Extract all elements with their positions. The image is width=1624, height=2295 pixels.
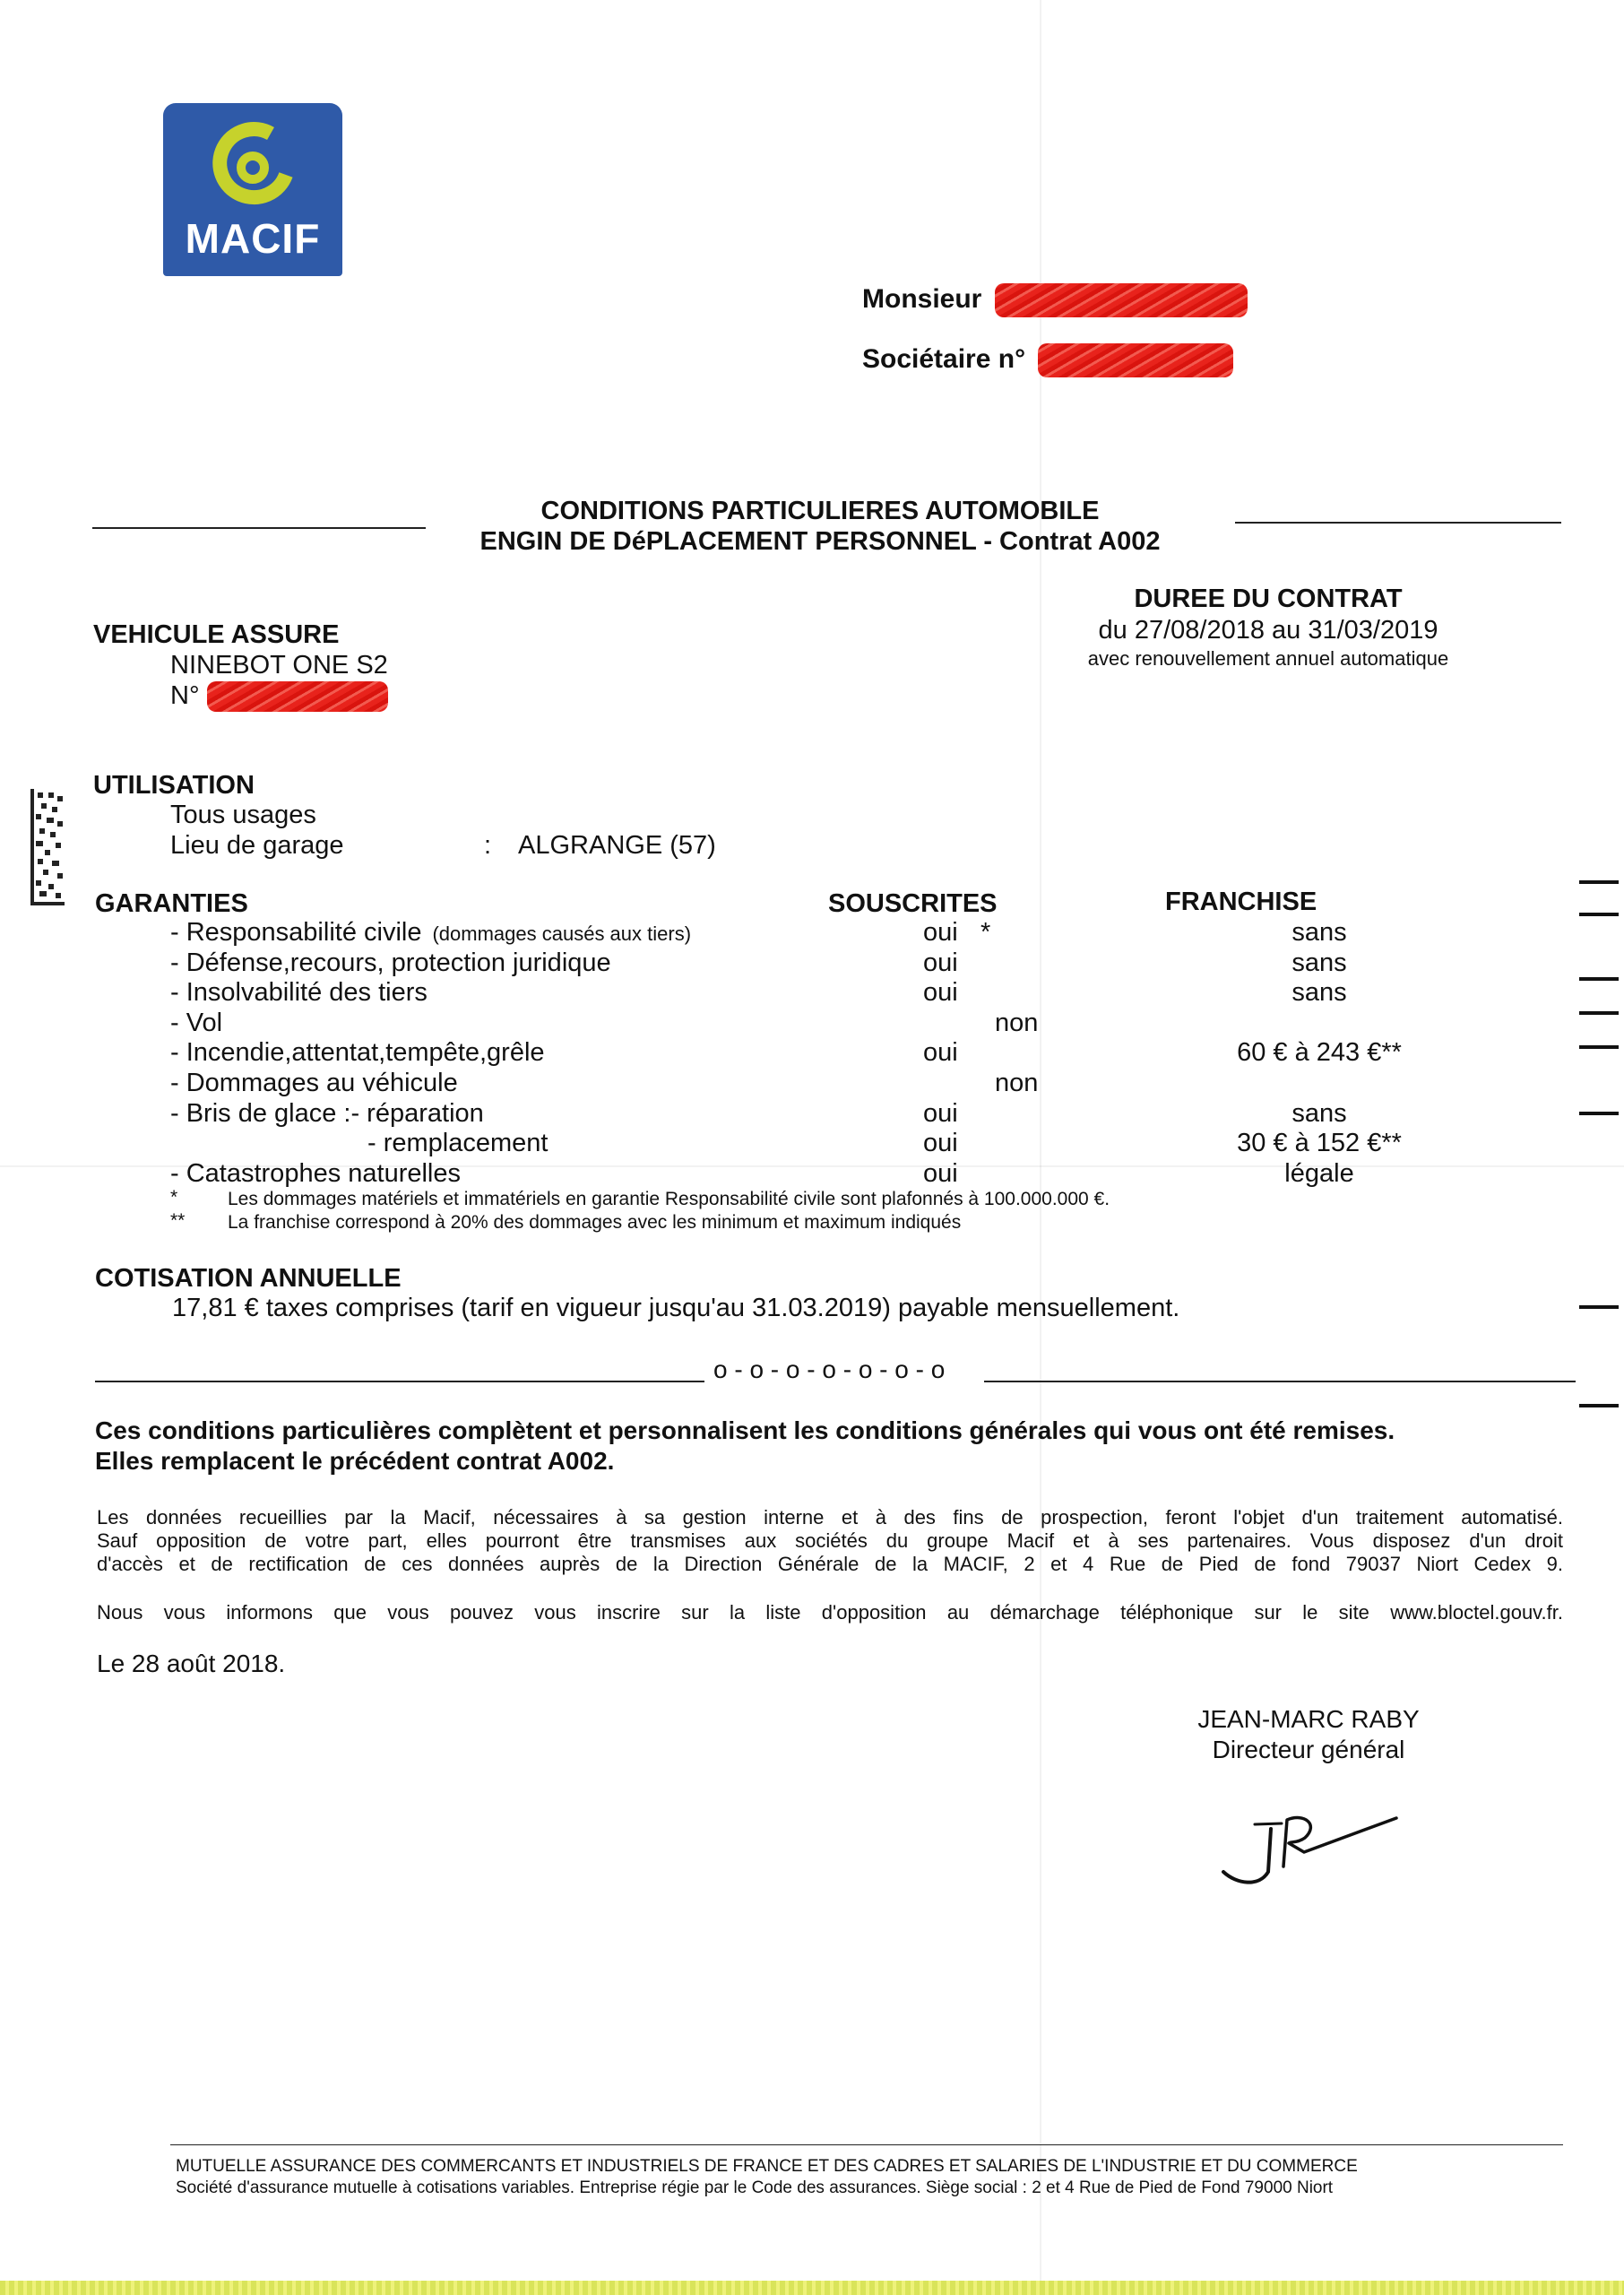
souscrite-non: non <box>995 1069 1039 1097</box>
footer-line-1: MUTUELLE ASSURANCE DES COMMERCANTS ET INDUSTRIELS DE FRANCE ET DES CADRES ET SALARIES DE L'INDUSTRIE ET DU COMMERCE <box>176 2157 1358 2176</box>
signature-icon <box>1219 1802 1398 1901</box>
franchise-value: légale <box>1284 1159 1354 1188</box>
vehicle-heading: VEHICULE ASSURE <box>93 620 340 649</box>
souscrite-oui: oui <box>923 1038 958 1067</box>
fold-mark <box>1579 880 1619 884</box>
fold-mark <box>1579 913 1619 916</box>
souscrite-star: * <box>980 918 991 947</box>
barcode-icon <box>30 789 65 905</box>
bloctel-notice: Nous vous informons que vous pouvez vous inscrire sur la liste d'opposition au démarchage téléphonique sur le site www.bloctel.gouv.fr. <box>97 1601 1563 1624</box>
contract-duration <box>1031 585 1506 671</box>
fold-mark <box>1579 1305 1619 1309</box>
souscrites-heading: SOUSCRITES <box>828 889 998 918</box>
garantie-label-text: - Responsabilité civile <box>170 918 422 947</box>
conditions-line-2: Elles remplacent le précédent contrat A002. <box>95 1447 615 1475</box>
redacted-member-number <box>1038 343 1233 377</box>
garantie-note: (dommages causés aux tiers) <box>432 922 692 945</box>
letter-date: Le 28 août 2018. <box>97 1650 286 1677</box>
footnote-2-text: La franchise correspond à 20% des dommages avec les minimum et maximum indiqués <box>228 1212 962 1233</box>
signatory-role: Directeur général <box>1212 1736 1405 1763</box>
franchise-value: 30 € à 152 €** <box>1237 1129 1402 1157</box>
franchise-value: sans <box>1291 978 1347 1007</box>
souscrite-non: non <box>995 1009 1039 1037</box>
souscrite-oui: oui <box>923 918 958 947</box>
garantie-label: - Bris de glace :- réparation <box>170 1099 484 1128</box>
garantie-label: - Insolvabilité des tiers <box>170 978 428 1007</box>
recipient-member-number <box>862 343 1233 377</box>
garantie-label: - Incendie,attentat,tempête,grêle <box>170 1038 545 1067</box>
footnote-2-mark: ** <box>170 1210 186 1231</box>
franchise-value: sans <box>1291 918 1347 947</box>
vehicle-number <box>170 681 388 712</box>
utilisation-heading: UTILISATION <box>93 771 255 800</box>
souscrite-oui: oui <box>923 948 958 977</box>
redacted-name <box>995 283 1248 317</box>
cotisation-text: 17,81 € taxes comprises (tarif en vigueur jusqu'au 31.03.2019) payable mensuellement. <box>172 1294 1180 1322</box>
fold-mark <box>1579 1404 1619 1407</box>
garantie-label: - Vol <box>170 1009 223 1037</box>
duration-renewal: avec renouvellement annuel automatique <box>1087 647 1449 670</box>
footnote-1-mark: * <box>170 1187 178 1208</box>
franchise-heading: FRANCHISE <box>1165 888 1317 916</box>
garage-value: ALGRANGE (57) <box>518 831 716 860</box>
handwritten-signature <box>1219 1802 1398 1905</box>
garantie-label: - remplacement <box>367 1129 549 1157</box>
separator-pattern: o - o - o - o - o - o - o <box>713 1355 946 1383</box>
document-title: CONDITIONS PARTICULIERES AUTOMOBILE <box>540 497 1100 525</box>
vehicle-number-label: N° <box>170 681 200 710</box>
franchise-value: sans <box>1291 948 1347 977</box>
duration-heading: DUREE DU CONTRAT <box>1134 585 1403 613</box>
duration-dates: du 27/08/2018 au 31/03/2019 <box>1098 616 1438 645</box>
macif-logo-mark-icon <box>203 121 302 211</box>
fold-mark <box>1579 1011 1619 1015</box>
document-subtitle: ENGIN DE DéPLACEMENT PERSONNEL - Contrat A002 <box>479 527 1161 556</box>
footer-rule <box>170 2144 1563 2145</box>
utilisation-usage: Tous usages <box>170 801 316 829</box>
conditions-line-1: Ces conditions particulières complètent et personnalisent les conditions générales qui vous ont été remises. <box>95 1416 1395 1444</box>
title-rule-left <box>92 527 426 529</box>
recipient-name <box>862 283 1248 317</box>
garantie-label: - Catastrophes naturelles <box>170 1159 461 1188</box>
footer-line-2: Société d'assurance mutuelle à cotisations variables. Entreprise régie par le Code des assurances. Siège social : 2 et 4 Rue de Pied de Fond 79000 Niort <box>176 2178 1334 2197</box>
fold-mark <box>1579 1045 1619 1049</box>
separator-rule-right <box>984 1381 1576 1382</box>
souscrite-oui: oui <box>923 1099 958 1128</box>
privacy-line-1: Les données recueillies par la Macif, nécessaires à sa gestion interne et à des fins de prospection, feront l'objet d'un traitement automatisé. <box>97 1506 1563 1529</box>
garage-separator: : <box>484 831 492 860</box>
fold-mark <box>1579 977 1619 981</box>
logo-text: MACIF <box>185 215 321 262</box>
garantie-label: - Défense,recours, protection juridique <box>170 948 611 977</box>
vehicle-model: NINEBOT ONE S2 <box>170 651 388 680</box>
title-rule-right <box>1235 522 1561 524</box>
privacy-line-2: Sauf opposition de votre part, elles pourront être transmises aux sociétés du groupe Macif et à ses partenaires. Vous disposez d'un droit <box>97 1529 1563 1552</box>
souscrite-oui: oui <box>923 1159 958 1188</box>
cotisation-heading: COTISATION ANNUELLE <box>95 1264 402 1293</box>
societaire-label: Sociétaire n° <box>862 343 1026 374</box>
souscrite-oui: oui <box>923 1129 958 1157</box>
franchise-value: 60 € à 243 €** <box>1237 1038 1402 1067</box>
garanties-heading: GARANTIES <box>95 889 248 918</box>
garage-label: Lieu de garage <box>170 831 344 860</box>
garantie-label: - Dommages au véhicule <box>170 1069 458 1097</box>
redacted-vehicle-number <box>207 681 388 712</box>
macif-logo <box>163 103 342 276</box>
franchise-value: sans <box>1291 1099 1347 1128</box>
fold-mark <box>1579 1112 1619 1115</box>
souscrite-oui: oui <box>923 978 958 1007</box>
datamatrix-barcode <box>30 789 65 910</box>
separator-rule-left <box>95 1381 704 1382</box>
privacy-line-3: d'accès et de rectification de ces données auprès de la Direction Générale de la MACIF, 2 et 4 Rue de Pied de fond 79037 Niort Cedex 9. <box>97 1553 1563 1575</box>
footnote-1-text: Les dommages matériels et immatériels en garantie Responsabilité civile sont plafonnés à 100.000.000 €. <box>228 1189 1110 1209</box>
garantie-label <box>170 918 691 948</box>
scan-edge-strip <box>0 2281 1624 2295</box>
monsieur-label: Monsieur <box>862 283 982 314</box>
signatory-name: JEAN-MARC RABY <box>1197 1705 1420 1733</box>
